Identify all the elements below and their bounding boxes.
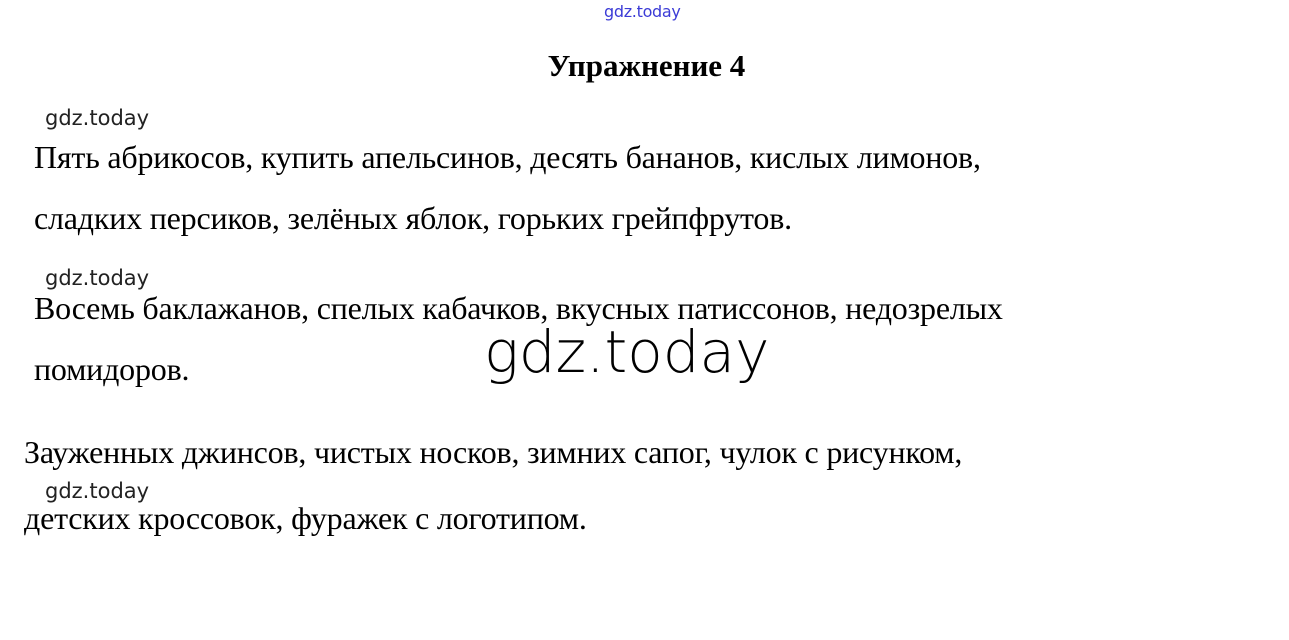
paragraph-1-line-2: сладких персиков, зелёных яблок, горьких грейпфрутов. bbox=[34, 200, 792, 236]
watermark-small: gdz.today bbox=[45, 106, 150, 130]
paragraph-2-line-2: помидоров. bbox=[34, 351, 190, 387]
watermark-small: gdz.today bbox=[45, 479, 150, 503]
watermark-small: gdz.today bbox=[45, 266, 150, 290]
paragraph-3-line-1: Зауженных джинсов, чистых носков, зимних сапог, чулок с рисунком, bbox=[24, 434, 963, 470]
watermark-top: gdz.today bbox=[604, 2, 681, 21]
exercise-title: Упражнение 4 bbox=[547, 48, 746, 83]
paragraph-2-line-1: Восемь баклажанов, спелых кабачков, вкусных патиссонов, недозрелых bbox=[34, 290, 1003, 326]
paragraph-3-line-2: детских кроссовок, фуражек с логотипом. bbox=[24, 500, 587, 536]
watermark-big: gdz.today bbox=[484, 318, 770, 386]
paragraph-1-line-1: Пять абрикосов, купить апельсинов, десять бананов, кислых лимонов, bbox=[34, 139, 981, 175]
